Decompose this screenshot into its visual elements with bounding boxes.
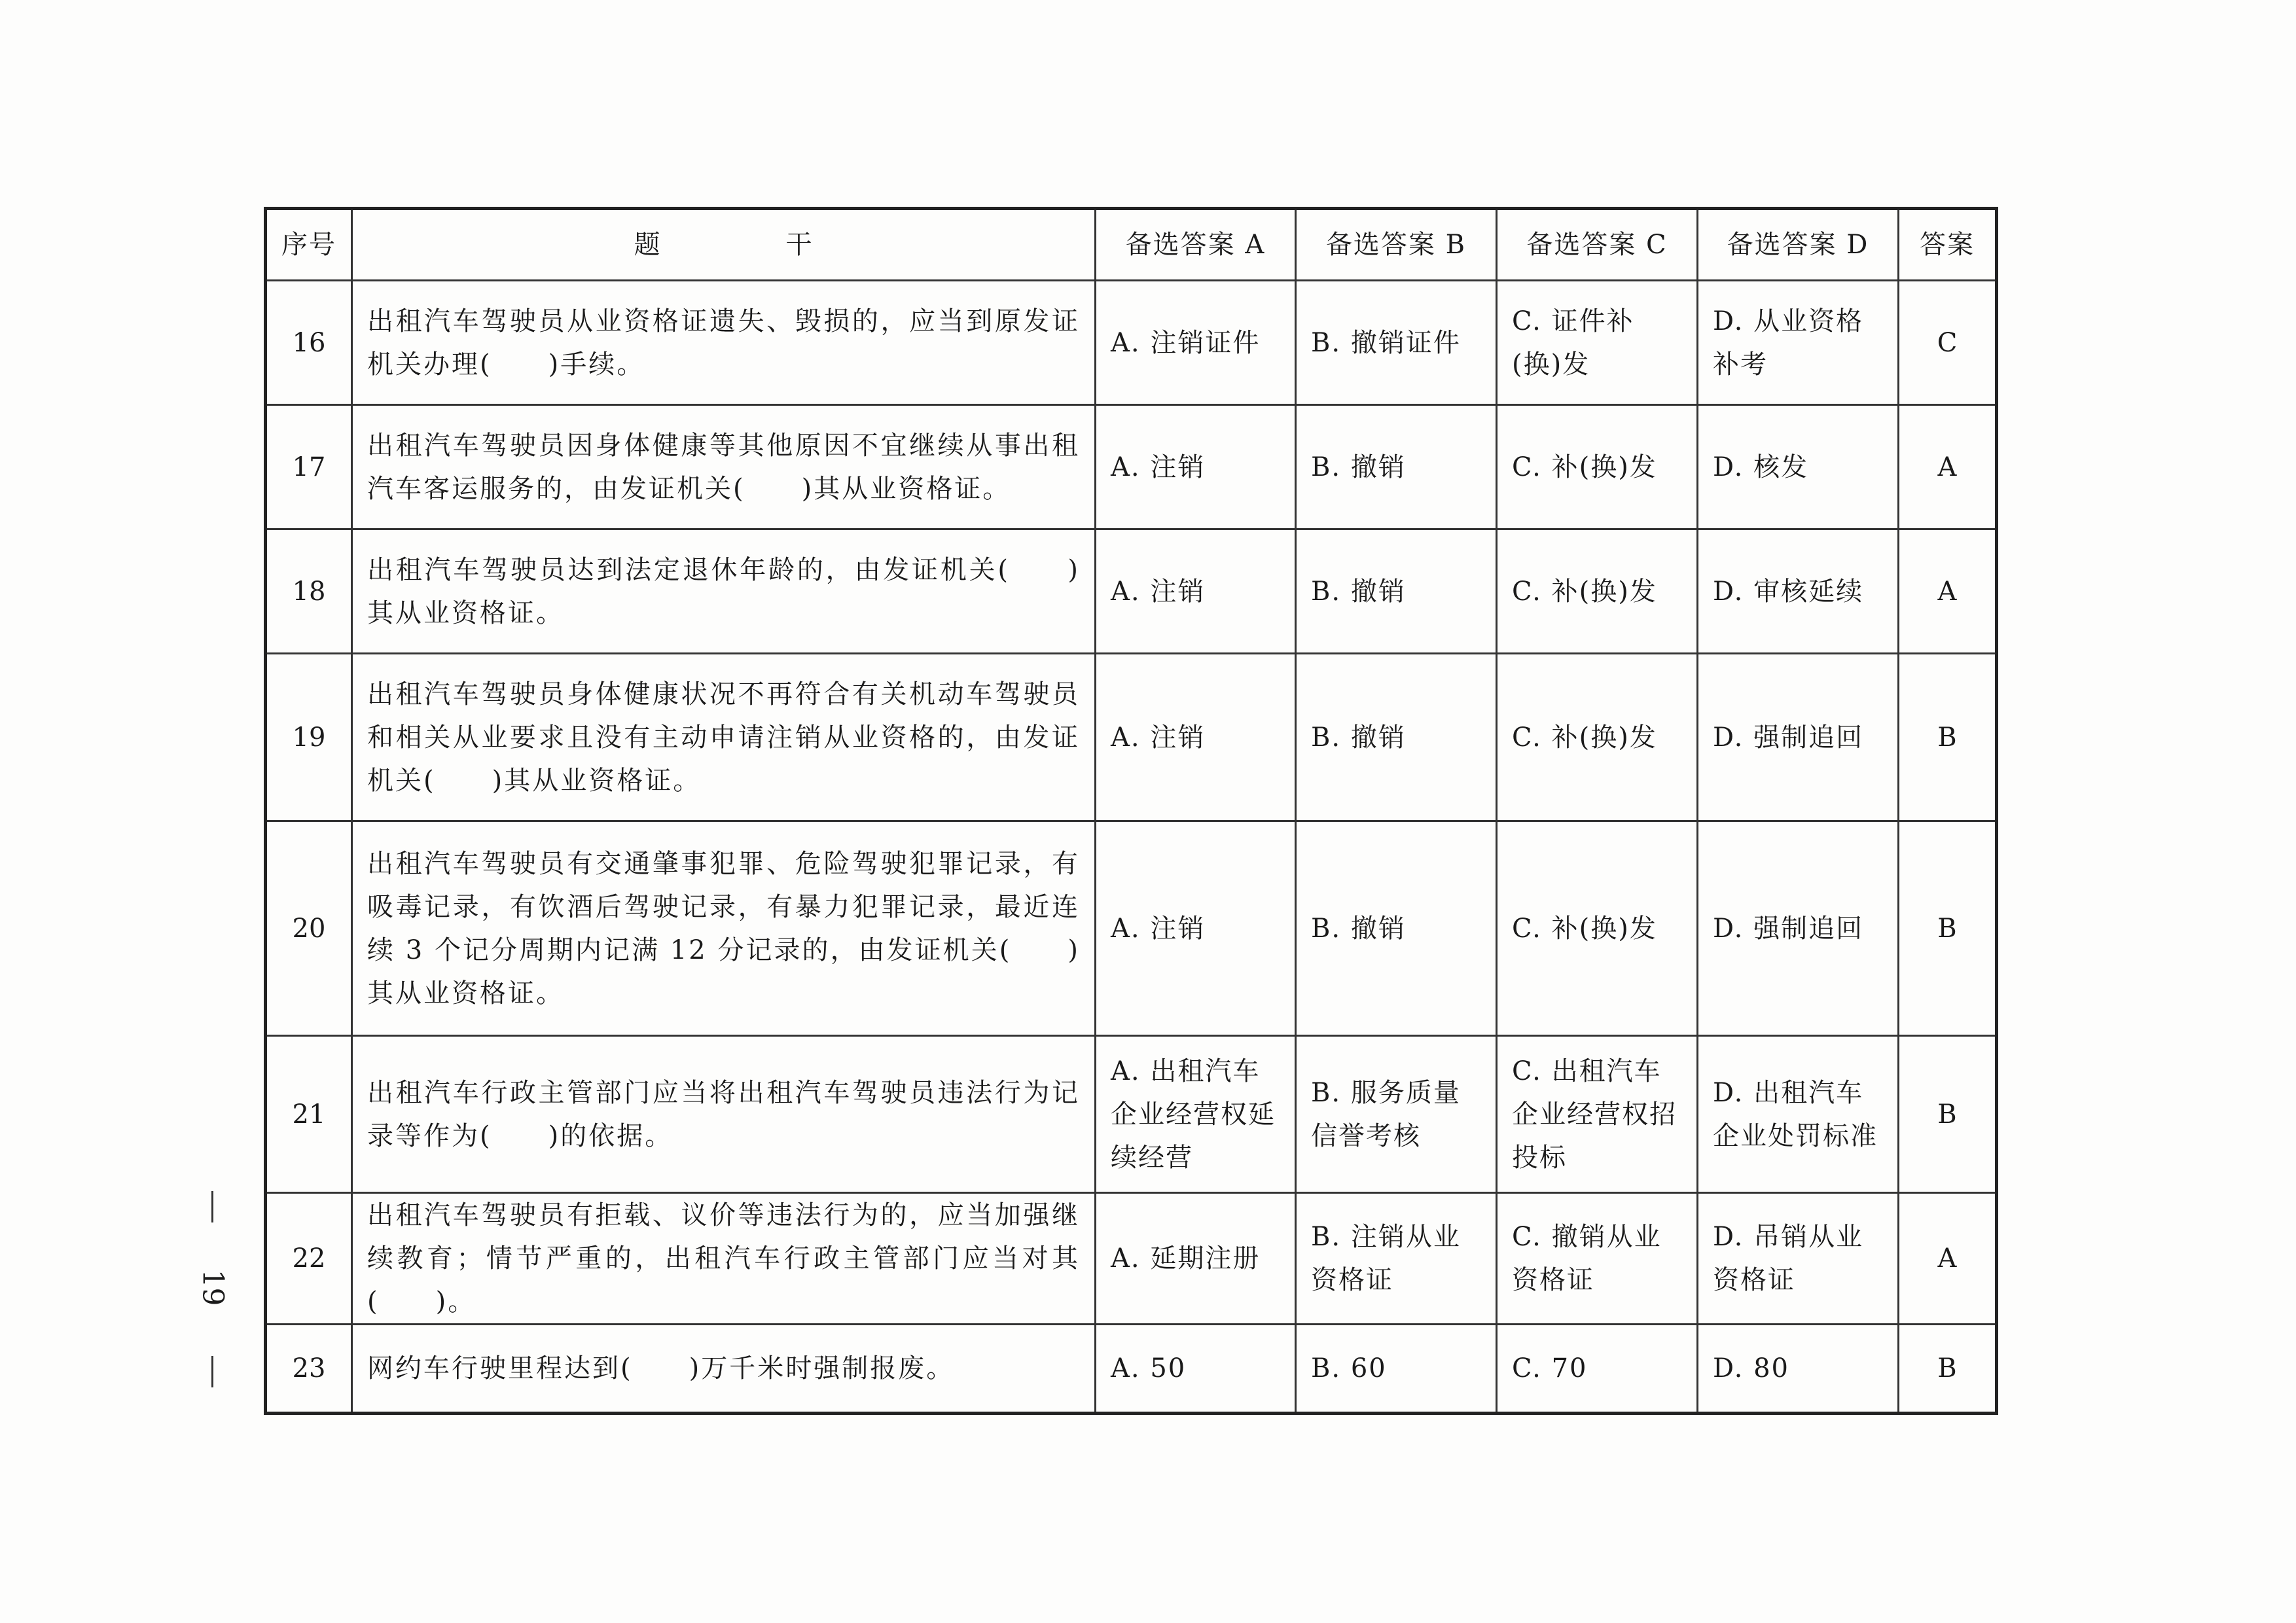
header-num: 序号 <box>266 209 352 281</box>
question-table <box>264 207 1998 1415</box>
header-stem-right: 干 <box>785 230 814 260</box>
option-a: A. 延期注册 <box>1096 1193 1296 1325</box>
header-option-c: 备选答案 C <box>1497 209 1698 281</box>
option-d: D. 审核延续 <box>1698 529 1899 654</box>
row-number: 17 <box>266 405 352 529</box>
question-stem: 出租汽车驾驶员身体健康状况不再符合有关机动车驾驶员和相关从业要求且没有主动申请注销从业资格的，由发证机关( )其从业资格证。 <box>352 654 1096 821</box>
option-c: C. 70 <box>1497 1325 1698 1414</box>
page-number-dash-top <box>211 1191 213 1222</box>
option-b: B. 撤销证件 <box>1296 281 1497 405</box>
option-b: B. 60 <box>1296 1325 1497 1414</box>
option-c: C. 补(换)发 <box>1497 405 1698 529</box>
question-stem: 出租汽车驾驶员达到法定退休年龄的，由发证机关( )其从业资格证。 <box>352 529 1096 654</box>
row-number: 21 <box>266 1036 352 1193</box>
header-option-b: 备选答案 B <box>1296 209 1497 281</box>
row-number: 16 <box>266 281 352 405</box>
option-a: A. 注销 <box>1096 654 1296 821</box>
question-stem: 出租汽车驾驶员因身体健康等其他原因不宜继续从事出租汽车客运服务的，由发证机关( )其从业资格证。 <box>352 405 1096 529</box>
option-d: D. 强制追回 <box>1698 821 1899 1036</box>
option-c: C. 补(换)发 <box>1497 654 1698 821</box>
row-number: 18 <box>266 529 352 654</box>
correct-answer: B <box>1899 1036 1997 1193</box>
correct-answer: A <box>1899 529 1997 654</box>
option-c: C. 出租汽车企业经营权招投标 <box>1497 1036 1698 1193</box>
table-header-row <box>266 209 1997 281</box>
question-stem: 出租汽车驾驶员从业资格证遗失、毁损的，应当到原发证机关办理( )手续。 <box>352 281 1096 405</box>
option-d: D. 核发 <box>1698 405 1899 529</box>
option-b: B. 服务质量信誉考核 <box>1296 1036 1497 1193</box>
table-row <box>266 821 1997 1036</box>
page-number-dash-bottom <box>211 1356 213 1387</box>
option-c: C. 补(换)发 <box>1497 821 1698 1036</box>
row-number: 19 <box>266 654 352 821</box>
correct-answer: B <box>1899 654 1997 821</box>
header-stem <box>352 209 1096 281</box>
header-option-d: 备选答案 D <box>1698 209 1899 281</box>
option-c: C. 补(换)发 <box>1497 529 1698 654</box>
table-row <box>266 1325 1997 1414</box>
question-stem: 出租汽车驾驶员有拒载、议价等违法行为的，应当加强继续教育；情节严重的，出租汽车行政主管部门应当对其( )。 <box>352 1193 1096 1325</box>
option-d: D. 强制追回 <box>1698 654 1899 821</box>
table-row <box>266 654 1997 821</box>
table-row <box>266 405 1997 529</box>
correct-answer: C <box>1899 281 1997 405</box>
option-b: B. 撤销 <box>1296 654 1497 821</box>
header-answer: 答案 <box>1899 209 1997 281</box>
option-c: C. 撤销从业资格证 <box>1497 1193 1698 1325</box>
option-a: A. 50 <box>1096 1325 1296 1414</box>
option-a: A. 注销 <box>1096 821 1296 1036</box>
correct-answer: B <box>1899 1325 1997 1414</box>
page-number <box>193 1191 232 1387</box>
table-row <box>266 529 1997 654</box>
option-a: A. 出租汽车企业经营权延续经营 <box>1096 1036 1296 1193</box>
header-stem-left: 题 <box>634 230 662 260</box>
question-stem: 出租汽车驾驶员有交通肇事犯罪、危险驾驶犯罪记录，有吸毒记录，有饮酒后驾驶记录，有暴力犯罪记录，最近连续 3 个记分周期内记满 12 分记录的，由发证机关( )其从业资格证。 <box>352 821 1096 1036</box>
option-d: D. 从业资格补考 <box>1698 281 1899 405</box>
header-option-a: 备选答案 A <box>1096 209 1296 281</box>
option-b: B. 撤销 <box>1296 821 1497 1036</box>
correct-answer: B <box>1899 821 1997 1036</box>
option-b: B. 撤销 <box>1296 529 1497 654</box>
option-a: A. 注销证件 <box>1096 281 1296 405</box>
question-stem: 网约车行驶里程达到( )万千米时强制报废。 <box>352 1325 1096 1414</box>
row-number: 23 <box>266 1325 352 1414</box>
row-number: 20 <box>266 821 352 1036</box>
option-b: B. 注销从业资格证 <box>1296 1193 1497 1325</box>
option-d: D. 吊销从业资格证 <box>1698 1193 1899 1325</box>
table-row <box>266 281 1997 405</box>
table-row <box>266 1036 1997 1193</box>
correct-answer: A <box>1899 1193 1997 1325</box>
option-a: A. 注销 <box>1096 405 1296 529</box>
page-number-text: 19 <box>196 1269 230 1306</box>
option-b: B. 撤销 <box>1296 405 1497 529</box>
option-a: A. 注销 <box>1096 529 1296 654</box>
question-stem: 出租汽车行政主管部门应当将出租汽车驾驶员违法行为记录等作为( )的依据。 <box>352 1036 1096 1193</box>
option-c: C. 证件补(换)发 <box>1497 281 1698 405</box>
option-d: D. 80 <box>1698 1325 1899 1414</box>
row-number: 22 <box>266 1193 352 1325</box>
correct-answer: A <box>1899 405 1997 529</box>
table-row <box>266 1193 1997 1325</box>
option-d: D. 出租汽车企业处罚标准 <box>1698 1036 1899 1193</box>
